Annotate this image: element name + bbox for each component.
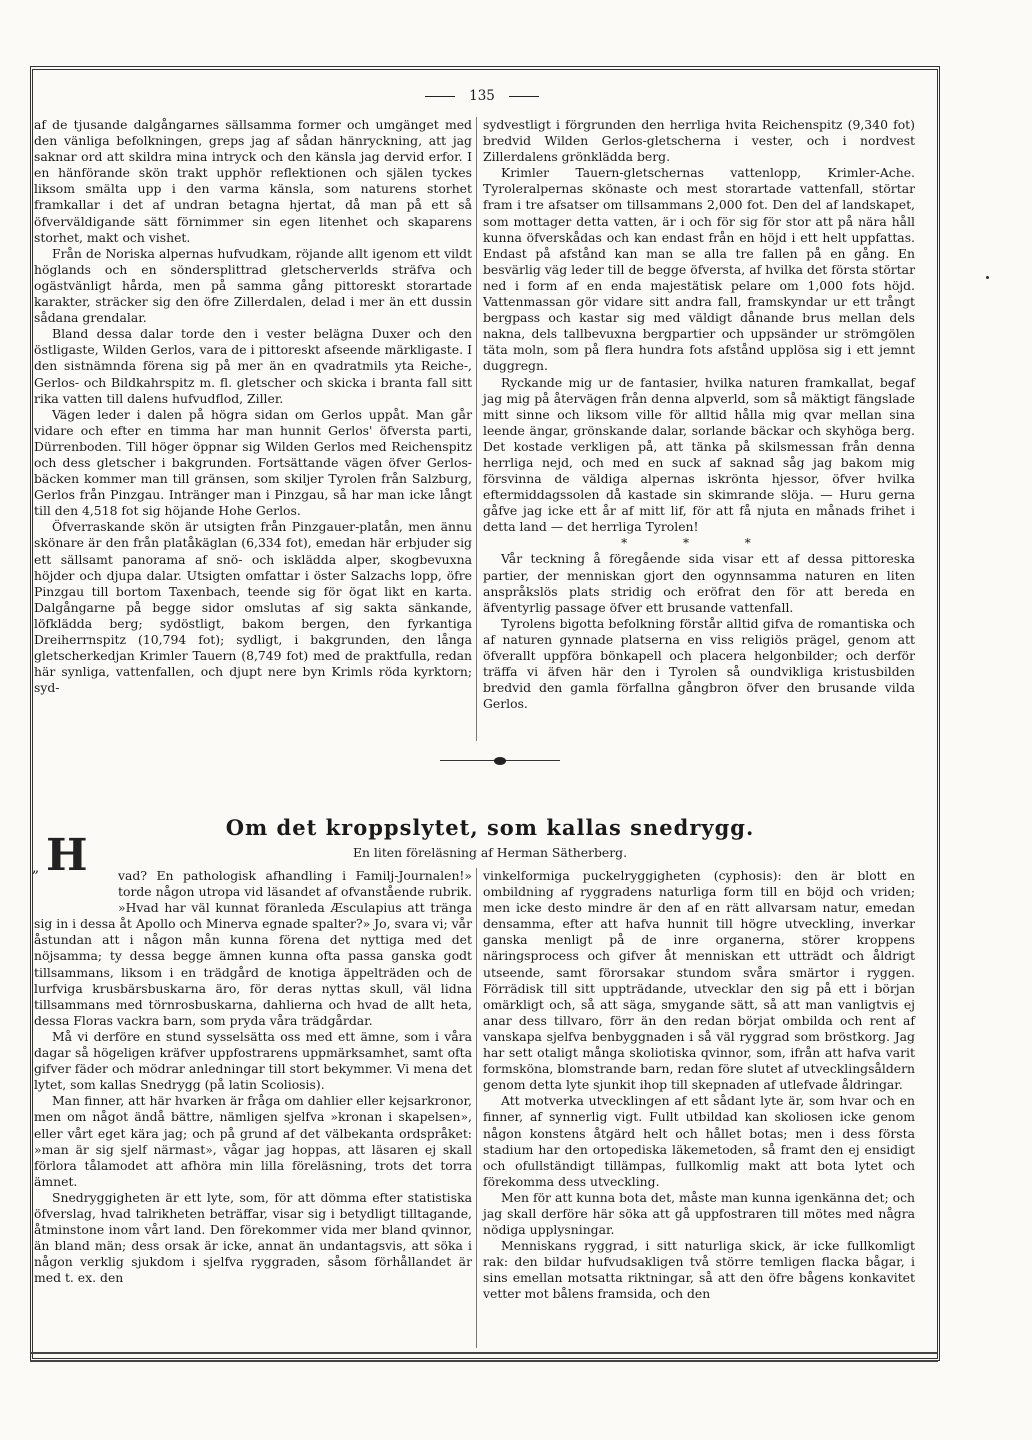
page-number-line <box>0 88 964 104</box>
paragraph: Bland dessa dalar torde den i vester belägna Duxer och den östligaste, Wilden Gerlos, vara de i pittoreskt afseende märkligaste. I den sistnämnda förena sig på mer än en qvadratmils yta Reiche-, Gerlos- och Bildkahrspitz m. fl. gletscher och skicka i branta fall sitt rika vatten till dalens hufvudflod, Ziller. <box>34 326 472 406</box>
paragraph: Må vi derföre en stund sysselsätta oss med ett ämne, som i våra dagar så högeligen kräfver uppfostrarens uppmärksamhet, samt ofta gifver fäder och mödrar anledningar till stort bekymmer. Vi mena det lytet, som kallas Snedrygg (på latin Scoliosis). <box>34 1028 472 1093</box>
decorated-initial <box>32 830 114 910</box>
initial-letter: H <box>46 830 88 881</box>
page-number: 135 <box>469 88 495 104</box>
paragraph: Tyrolens bigotta befolkning förstår alltid gifva de romantiska och af naturen gynnade platserna en viss religiös prägel, genom att öfverallt uppföra bönkapell och placera helgonbilder; och derför träffa vi äfven här den i Tyrolen så oundvikliga kristusbilden bredvid den gamla förfallna gångbron öfver den brusande vilda Gerlos. <box>483 615 915 712</box>
paragraph: Man finner, att här hvarken är fråga om dahlier eller kejsarkronor, men om något ändå bättre, nämligen sjelfva »kronan i skapelsen», eller vårt eget kära jag; och på grund af det välbekanta ordspråket: »man är sig sjelf närmast», vågar jag hoppas, att läsaren ej skall förlora tålamodet att afhöra min lilla föreläsning, trots det torra ämnet. <box>34 1093 472 1189</box>
paragraph: vad? En pathologisk afhandling i Familj-Journalen!» torde någon utropa vid läsandet af ofvanstående rubrik. »Hvad har väl kunnat föranleda Æsculapius att tränga sig in i dessa åt Apollo och Minerva egnade spalter?» Jo, svara vi; vår åstundan att i någon mån kunna förena det nyttiga med det nöjsamma; ty dessa begge ämnen kunna ofta passa ganska godt tillsammans, liksom i en trädgård de knotiga äppelträden och de lurfviga krusbärsbuskarna äro, för deras nyttas skull, väl lidna tillsammans med törnrosbuskarna, dahlierna och hvad de allt heta, dessa Floras vackra barn, som pryda våra trädgårdar. <box>34 868 472 1028</box>
page-border-bottom <box>30 1352 938 1362</box>
column-rule <box>476 868 477 1348</box>
paragraph: Att motverka utvecklingen af ett sådant lyte är, som hvar och en finner, af synnerlig vigt. Fullt utbildad kan skoliosen icke genom någon konstens åtgärd helt och hållet botas; men i dess första stadium har den ortopediska läkemetoden, så framt den ej ensidigt och ofullständigt tillämpas, fullkomlig makt att bota lytet och förekomma dess utveckling. <box>483 1093 915 1189</box>
upper-right-column <box>483 117 915 712</box>
column-rule <box>476 117 477 741</box>
divider-ornament <box>494 757 506 765</box>
article-subtitle: En liten föreläsning af Herman Sätherberg. <box>352 845 628 860</box>
paragraph: Snedryggigheten är ett lyte, som, för att dömma efter statistiska öfverslag, hvad talrikheten beträffar, visar sig i betydligt tilltagande, åtminstone inom vårt land. Den förekommer vida mer bland qvinnor, än bland män; dess orsak är icke, annat än undantagsvis, att söka i någon verklig sjukdom i sjelfva ryggraden, såsom förhållandet är med t. ex. den <box>34 1189 472 1286</box>
dash-right <box>509 96 539 97</box>
paragraph: af de tjusande dalgångarnes sällsamma former och umgänget med den vänliga befolkningen, greps jag af sådan hänryckning, att jag saknar ord att skildra mina intryck och den känsla jag dervid erfor. I en hänförande skön trakt upphör reflektionen och själen tyckes liksom smälta upp i den varma känsla, som naturens storhet framkallar i det af undran betagna hjertat, då man på ett så öfverväldigande sätt förnimmer sin egen litenhet och skaparens storhet, makt och vishet. <box>34 117 472 245</box>
paragraph: sydvestligt i förgrunden den herrliga hvita Reichenspitz (9,340 fot) bredvid Wilden Gerlos-gletscherna i vester, och i nordvest Zillerdalens grönklädda berg. <box>483 117 915 165</box>
speck <box>986 276 989 279</box>
paragraph: Krimler Tauern-gletschernas vattenlopp, Krimler-Ache. Tyroleralpernas skönaste och mest storartade vattenfall, störtar fram i tre afsatser om tillsammans 2,000 fot. Den del af landskapet, som mottager detta vatten, är i och för sig för stor att på nära håll kunna öfverskådas och kan endast från en höjd i ett helt uppfattas. Endast på afstånd kan man se alla tre fallen på en gång. En besvärlig väg leder till de begge öfversta, af hvilka det första störtar ned i form af en enda majestätisk pelare om 1,000 fots höjd. Vattenmassan gör vidare sitt andra fall, framskyndar ur ett trångt bergpass och kastar sig med väldigt dånande brus mellan dels nakna, dels tallbevuxna bergpartier och uppsänder ur strömgölen täta moln, som på flera hundra fots afstånd upplösa sig i ett jemnt duggregn. <box>483 165 915 374</box>
section-divider <box>440 757 560 765</box>
dash-left <box>425 96 455 97</box>
paragraph: Öfverraskande skön är utsigten från Pinzgauer-platån, men ännu skönare är den från platåkäglan (6,334 fot), emedan här erbjuder sig ett sällsamt panorama af snö- och isklädda alper, skogbevuxna höjder och djupa dalar. Utsigten omfattar i öster Salzachs lopp, öfre Pinzgau till bortom Taxenbach, teende sig för ögat likt en karta. Dalgångarne på begge sidor omslutas af sig sakta sänkande, löfklädda berg; sydöstligt, bakom bergen, den fyrkantiga Dreiherrnspitz (10,794 fot); sydligt, i bakgrunden, den långa gletscherkedjan Krimler Tauern (8,749 fot) med de praktfulla, redan här synliga, vattenfallen, och djupt nere byn Krimls röda kyrktorn; syd- <box>34 519 472 696</box>
paragraph: vinkelformiga puckelryggigheten (cyphosis): den är blott en ombildning af ryggradens naturliga form till en böjd och vriden; men icke desto mindre är den af en rätt allvarsam natur, emedan densamma, efter att hafva hunnit till högre utveckling, inverkar ganska menligt på de inre organerna, störer kroppens näringsprocess och gifver åt menniskan ett utträdt och åldrigt utseende, samt förorsakar stundom svåra smärtor i ryggen. Förrädisk till sitt uppträdande, utvecklar den sig på ett i början omärkligt och, så att säga, smygande sätt, så att man vanligtvis ej anar dess tillvaro, förr än den redan börjat ombilda och rent af vanskapa sjelfva benbyggnaden i så väl ryggrad som bröstkorg. Jag har sett otaligt många skoliotiska qvinnor, som, ifrån att hafva varit formsköna, blomstrande barn, redan före slutet af utvecklingsåldern genom detta lyte sjunkit ihop till skepnaden af utlefvade åldringar. <box>483 868 915 1093</box>
paragraph: Men för att kunna bota det, måste man kunna igenkänna det; och jag skall derföre här söka att gå uppfostraren till mötes med några nödiga upplysningar. <box>483 1189 915 1238</box>
asterism: * * * <box>621 536 777 551</box>
article-title: Om det kroppslytet, som kallas snedrygg. <box>225 815 755 840</box>
upper-left-column <box>34 117 472 696</box>
paragraph: Vår teckning å föregående sida visar ett af dessa pittoreska partier, der menniskan gjort den ogynnsamma naturen en liten anspråkslös plats stridig och eröfrat den för att bereda en äfventyrlig passage öfver ett brusande vattenfall. <box>483 551 915 615</box>
initial-quote: „ <box>32 860 40 876</box>
article-right-column <box>483 868 915 1303</box>
paragraph: Från de Noriska alpernas hufvudkam, röjande allt igenom ett vildt höglands och en söndersplittrad gletscherverlds sträfva och ogästvänligt hårda, men på samma gång pittoreskt storartade karakter, sträcker sig den öfre Zillerdalen, delad i mer än ett dussin sådana grendalar. <box>34 245 472 326</box>
paragraph: Ryckande mig ur de fantasier, hvilka naturen framkallat, begaf jag mig på återvägen från denna alpverld, som så mäktigt fängslade mitt sinne och liksom ville för alltid hålla mig qvar mellan sina leende ängar, grönskande dalar, sorlande bäckar och skyhöga berg. Det kostade verkligen på, att tänka på skilsmessan från denna herrliga nejd, och med en suck af saknad såg jag bakom mig försvinna de väldiga alpernas iskrönta hjessor, öfver hvilka eftermiddagssolen då kastade sin skimrande slöja. — Huru gerna gåfve jag icke ett år af mitt lif, för att få njuta en månads frihet i detta land — det herrliga Tyrolen! <box>483 374 915 535</box>
paragraph: Vägen leder i dalen på högra sidan om Gerlos uppåt. Man går vidare och efter en timma har man hunnit Gerlos' öfversta parti, Dürrenboden. Till höger öppnar sig Wilden Gerlos med Reichenspitz och dess gletscher i bakgrunden. Fortsättande vägen öfver Gerlos-bäcken kommer man till gränsen, som skiljer Tyrolen från Salzburg, Gerlos från Pinzgau. Intränger man i Pinzgau, så har man icke långt till den 4,518 fot sig höjande Hohe Gerlos. <box>34 406 472 519</box>
article-left-column <box>32 830 472 1286</box>
paragraph: Menniskans ryggrad, i sitt naturliga skick, är icke fullkomligt rak: den bildar hufvudsakligen två större temligen flacka bågar, i sins emellan motsatta riktningar, så att den öfre bågens konkavitet vetter mot bålens framsida, och den <box>483 1238 915 1302</box>
